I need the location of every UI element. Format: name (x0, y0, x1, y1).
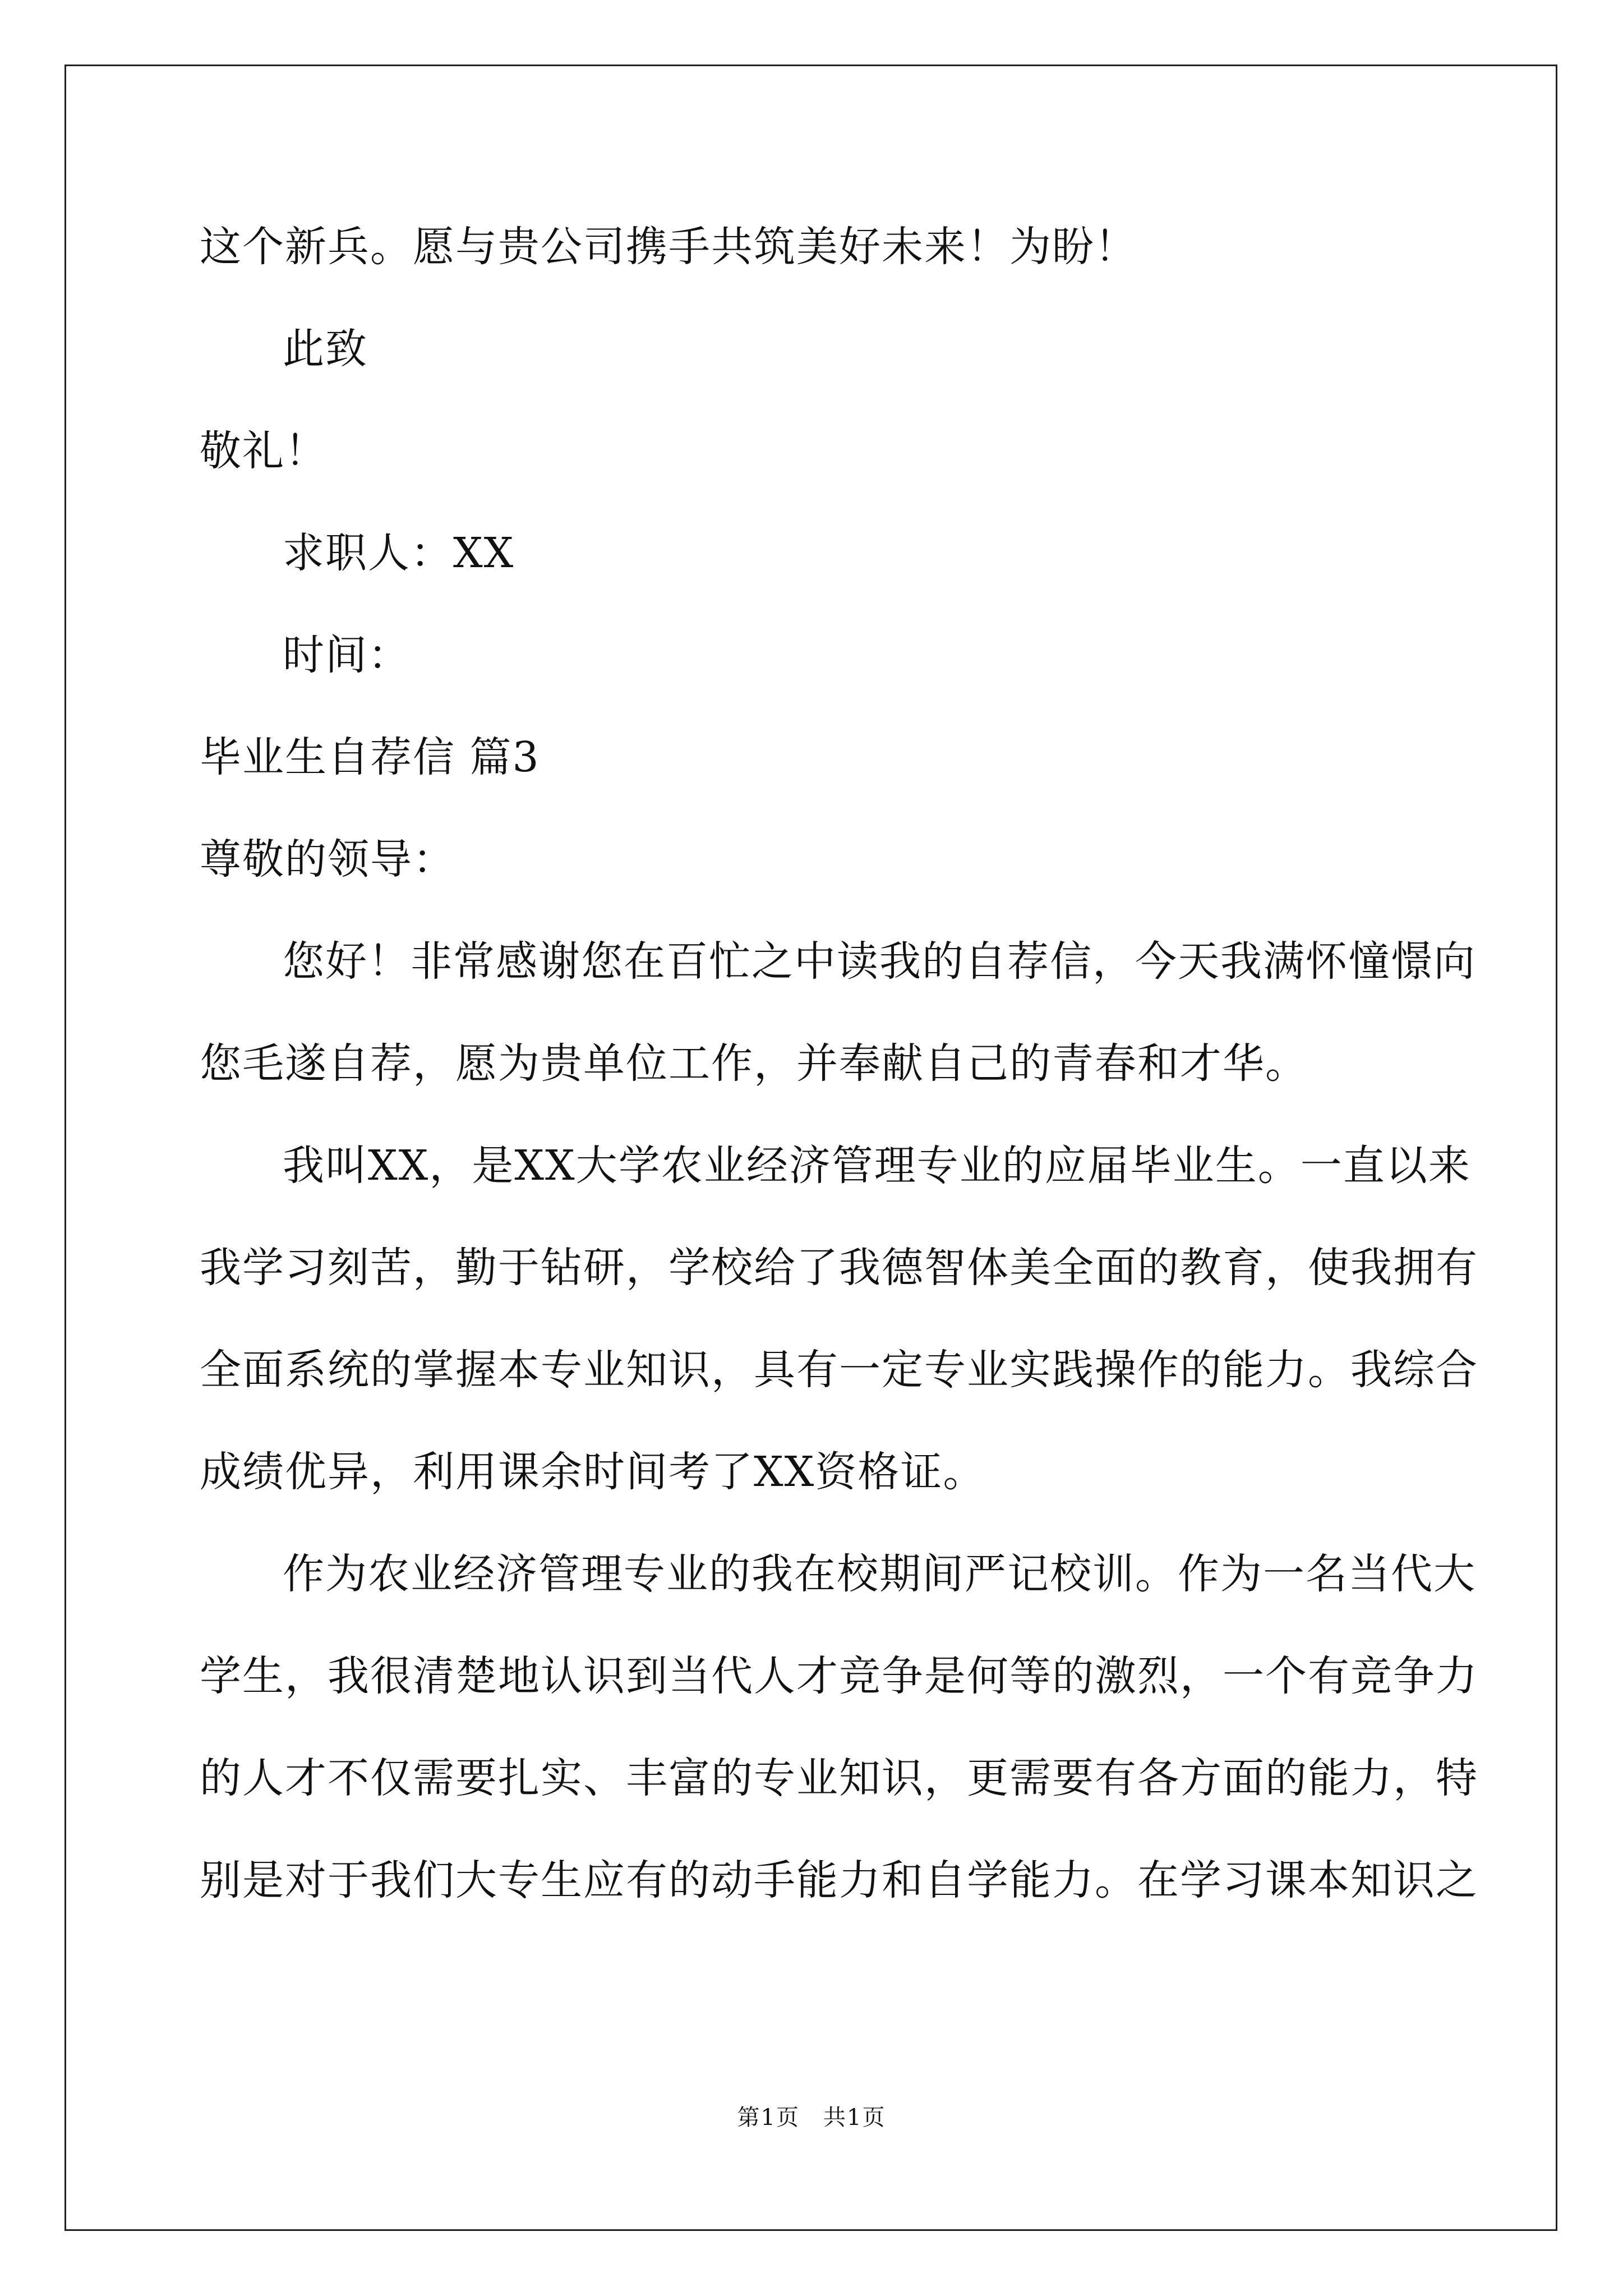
text-line: 我学习刻苦，勤于钻研，学校给了我德智体美全面的教育，使我拥有 (200, 1244, 1478, 1292)
text-line: 我叫XX，是XX大学农业经济管理专业的应届毕业生。一直以来 (283, 1142, 1471, 1190)
text-line: 别是对于我们大专生应有的动手能力和自学能力。在学习课本知识之 (200, 1856, 1478, 1904)
text-line: 求职人：XX (283, 529, 515, 577)
salutation: 尊敬的领导： (200, 835, 455, 884)
page-footer: 第1页 共1页 (737, 2105, 886, 2131)
text-line: 您好！非常感谢您在百忙之中读我的自荐信，今天我满怀憧憬向 (283, 937, 1476, 986)
text-line: 学生，我很清楚地认识到当代人才竞争是何等的激烈，一个有竞争力 (200, 1652, 1478, 1700)
text-line: 此致 (283, 325, 368, 373)
text-line: 作为农业经济管理专业的我在校期间严记校训。作为一名当代大 (283, 1550, 1476, 1598)
text-line: 全面系统的掌握本专业知识，具有一定专业实践操作的能力。我综合 (200, 1346, 1478, 1394)
section-heading: 毕业生自荐信 篇3 (200, 733, 540, 781)
document-body (200, 213, 1478, 1949)
text-line: 时间： (283, 631, 411, 679)
text-line: 这个新兵。愿与贵公司携手共筑美好未来！为盼！ (200, 223, 1137, 271)
text-line: 的人才不仅需要扎实、丰富的专业知识，更需要有各方面的能力，特 (200, 1754, 1478, 1802)
text-line: 成绩优异，利用课余时间考了XX资格证。 (200, 1448, 986, 1496)
text-line: 敬礼！ (200, 427, 328, 475)
text-line: 您毛遂自荐，愿为贵单位工作，并奉献自己的青春和才华。 (200, 1039, 1308, 1088)
